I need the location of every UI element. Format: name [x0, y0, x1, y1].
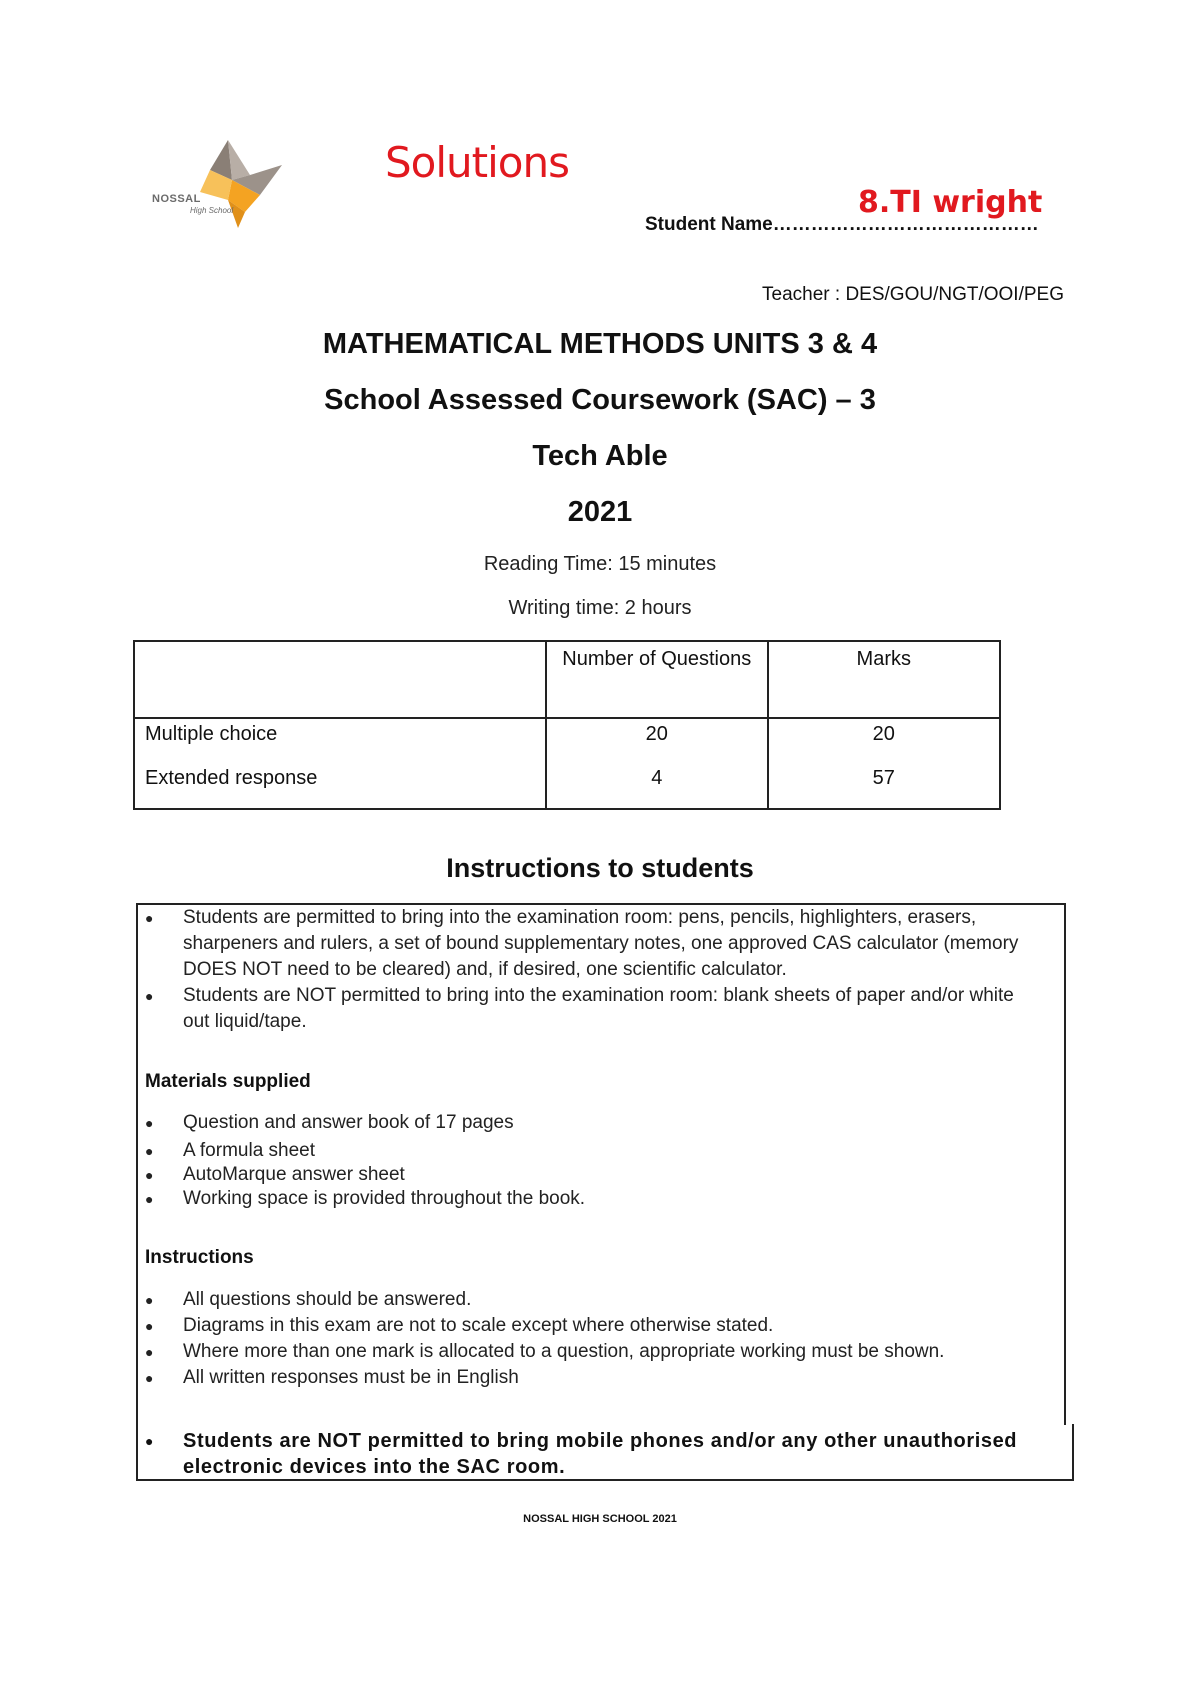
row-marks: 20	[768, 718, 1000, 766]
list-item: ● Working space is provided throughout the book.	[145, 1188, 586, 1209]
table-row	[134, 718, 1000, 766]
tech-able-title: Tech Able	[532, 440, 668, 472]
mobile-phone-warning	[145, 1428, 1075, 1480]
list-item: ● Students are NOT permitted to bring into the examination room: blank sheets of paper and/or white out liquid/tape.	[145, 985, 1014, 1032]
handwritten-solutions: Solutions	[385, 138, 569, 187]
bullet-icon: ●	[145, 1292, 154, 1308]
handwritten-signature: 8.TI wright	[858, 185, 1043, 220]
row-marks: 57	[768, 766, 1000, 809]
list-item: ● Question and answer book of 17 pages	[145, 1112, 514, 1133]
list-item: ● Students are permitted to bring into the examination room: pens, pencils, highlighters, erasers, sharpeners and rulers, a set of bound supplementary notes, one approved CAS calculator (memory DOES NOT need to be cleared) and, if desired, one scientific calculator.	[145, 907, 1019, 980]
sac-title: School Assessed Coursework (SAC) – 3	[324, 384, 876, 416]
row-questions: 4	[546, 766, 768, 809]
year-title: 2021	[567, 496, 633, 528]
bullet-icon: ●	[145, 1115, 154, 1131]
row-label: Extended response	[134, 766, 546, 809]
teacher-codes: Teacher : DES/GOU/NGT/OOI/PEG	[762, 284, 1064, 305]
warning-text: Students are NOT permitted to bring mobile phones and/or any other unauthorised electronic devices into the SAC room.	[183, 1430, 1018, 1478]
bullet-icon: ●	[145, 1191, 154, 1207]
page-title: MATHEMATICAL METHODS UNITS 3 & 4	[322, 328, 878, 360]
list-item: ● Where more than one mark is allocated to a question, appropriate working must be shown.	[145, 1341, 945, 1362]
list-item: ● All questions should be answered.	[145, 1289, 472, 1310]
list-item: ● Diagrams in this exam are not to scale except where otherwise stated.	[145, 1315, 774, 1336]
materials-supplied-label: Materials supplied	[145, 1071, 311, 1092]
bullet-icon: ●	[145, 1143, 154, 1159]
bullet-icon: ●	[145, 910, 154, 926]
list-item: ● AutoMarque answer sheet	[145, 1164, 405, 1185]
table-header-cell: Marks	[768, 641, 1000, 718]
row-questions: 20	[546, 718, 768, 766]
table-header-cell: Number of Questions	[546, 641, 768, 718]
bullet-icon: ●	[145, 1344, 154, 1360]
bullet-icon: ●	[145, 988, 154, 1004]
instructions-heading: Instructions to students	[446, 853, 754, 883]
bullet-icon: ●	[145, 1167, 154, 1183]
box-border-right	[1064, 903, 1066, 1425]
permitted-list	[145, 905, 1045, 1035]
list-item: ● A formula sheet	[145, 1140, 316, 1161]
page-footer: NOSSAL HIGH SCHOOL 2021	[523, 1513, 677, 1525]
logo-text-nossal: NOSSAL	[152, 193, 201, 205]
table-header-cell	[134, 641, 546, 718]
exam-structure-table	[133, 640, 1001, 810]
reading-time: Reading Time: 15 minutes	[483, 553, 717, 575]
materials-list	[145, 1111, 585, 1211]
table-header-row	[134, 641, 1000, 718]
table-row	[134, 766, 1000, 809]
student-name-label: Student Name……………………………………	[645, 214, 1039, 235]
nossal-logo	[150, 140, 300, 235]
bullet-icon: ●	[145, 1370, 154, 1386]
row-label: Multiple choice	[134, 718, 546, 766]
list-item: ● All written responses must be in English	[145, 1367, 519, 1388]
instructions-list	[145, 1288, 944, 1390]
bullet-icon: ●	[145, 1433, 155, 1449]
logo-text-highschool: High School	[190, 206, 234, 215]
instructions-label: Instructions	[145, 1247, 254, 1268]
writing-time: Writing time: 2 hours	[508, 597, 692, 619]
bullet-icon: ●	[145, 1318, 154, 1334]
